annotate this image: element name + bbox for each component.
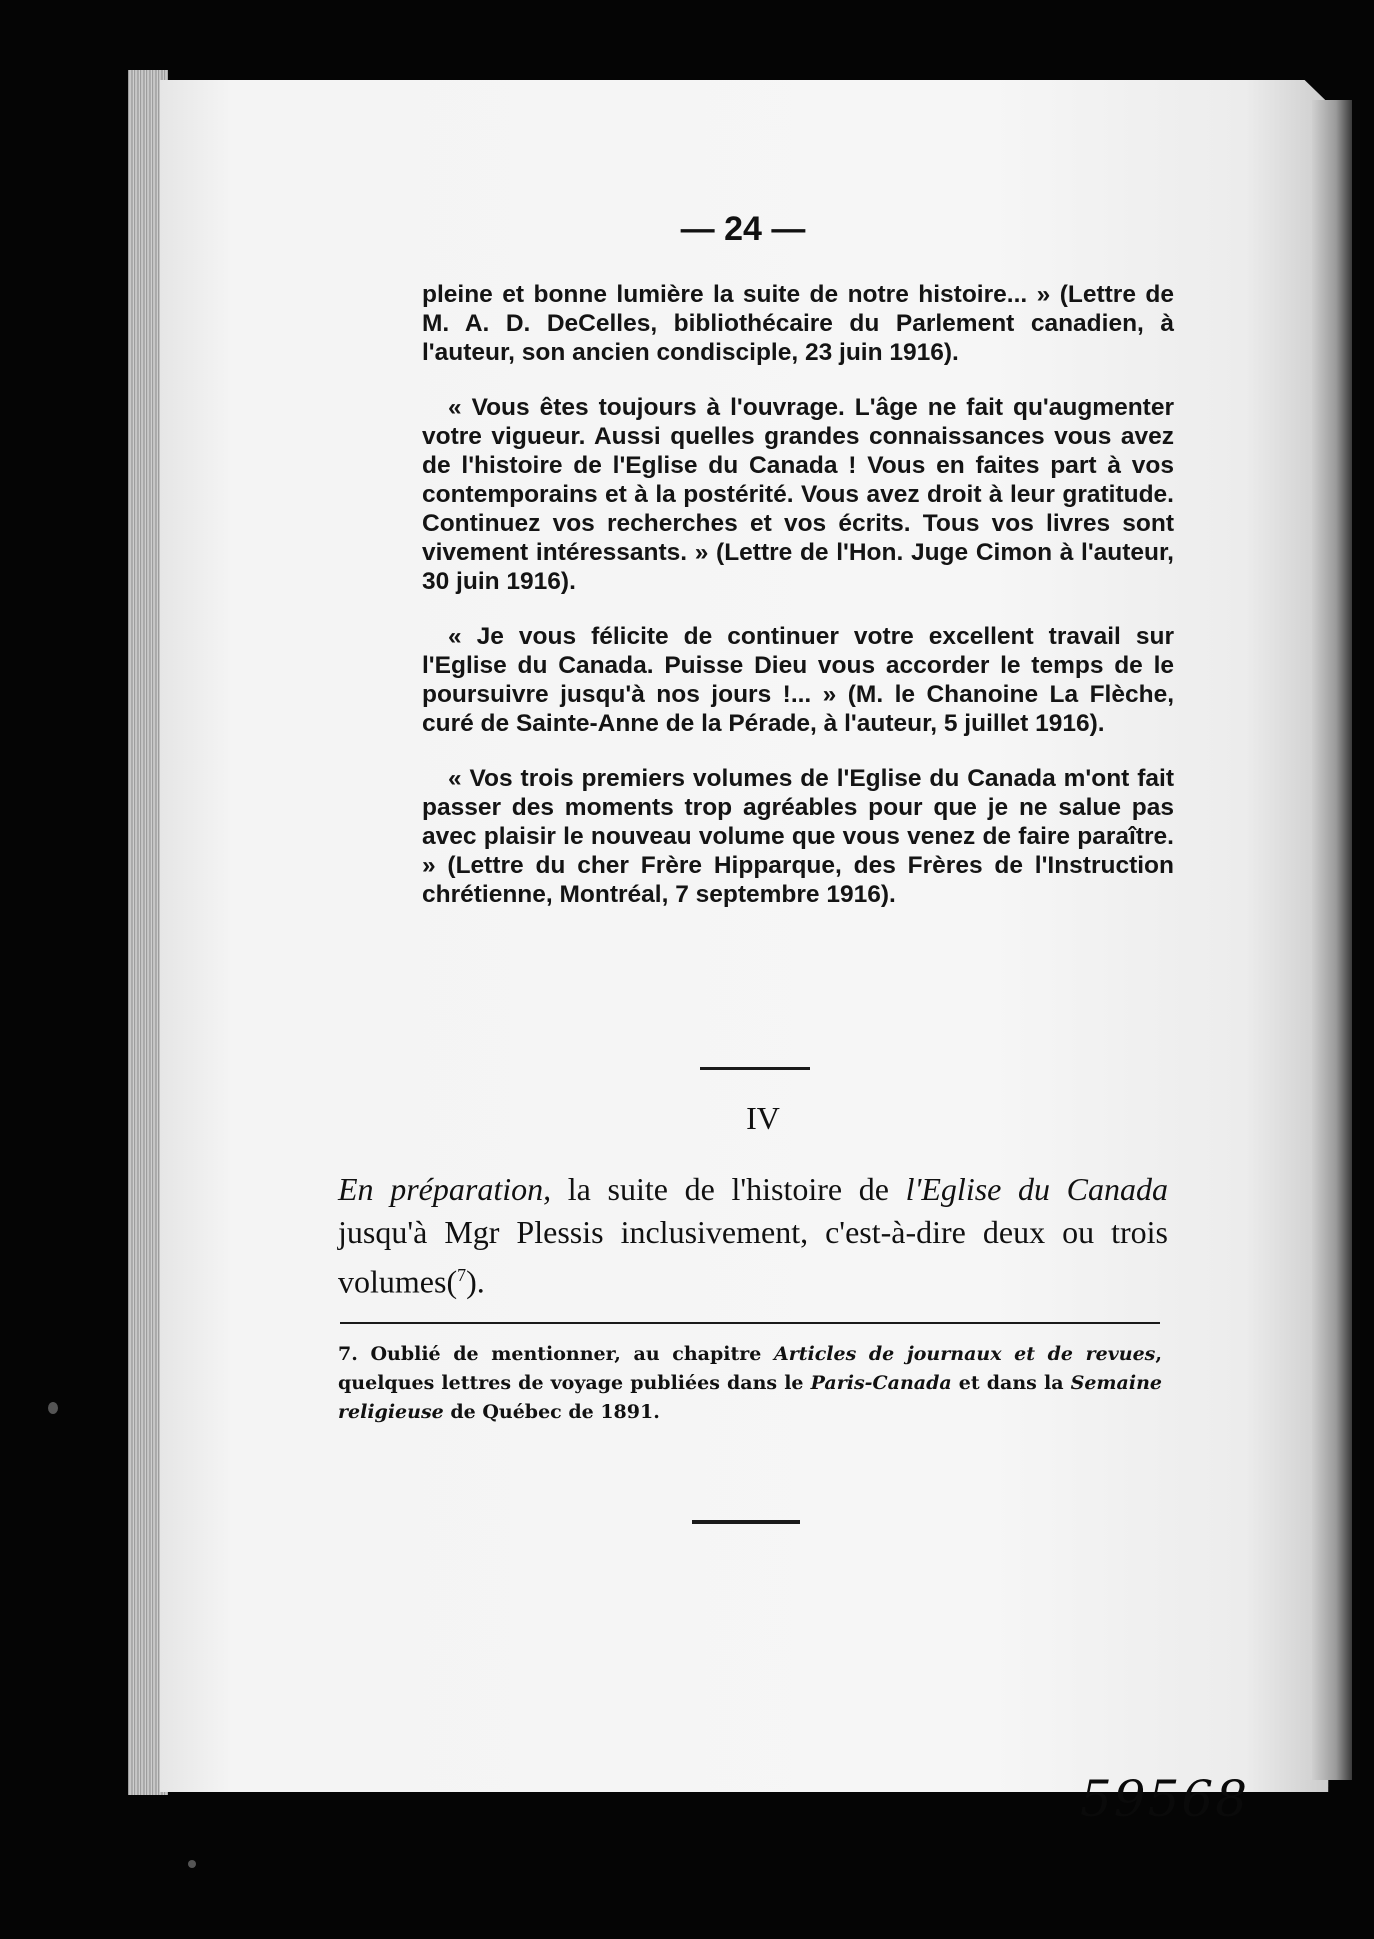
prep-text-1: la suite de l'histoire de	[551, 1171, 906, 1207]
paragraph-4: « Vos trois premiers volumes de l'Eglise du Canada m'ont fait passer des moments trop agréables pour que je ne salue pas avec plaisir le nouveau volume que vous venez de faire paraître. » (Lettre du cher Frère Hipparque, des Frères de l'Instruction chrétienne, Montréal, 7 septembre 1916).	[422, 765, 1174, 908]
dust-speck	[188, 1860, 196, 1868]
footnote-italic-3: Semaine religieuse	[338, 1372, 1162, 1423]
prep-text-3: ).	[466, 1263, 485, 1300]
prep-text-2: jusqu'à Mgr Plessis inclusivement, c'est-à-dire deux ou trois volumes(	[338, 1214, 1168, 1300]
paragraph-2: « Vous êtes toujours à l'ouvrage. L'âge ne fait qu'augmenter votre vigueur. Aussi quelles grandes connaissances vous avez de l'histoire de l'Eglise du Canada ! Vous en faites part à vos contemporains et à la postérité. Vous avez droit à leur gratitude. Continuez vos recherches et vos écrits. Tous vos livres sont vivement intéressants. » (Lettre de l'Hon. Juge Cimon à l'auteur, 30 juin 1916).	[422, 394, 1174, 595]
footnote-part-3: et dans la	[951, 1372, 1071, 1394]
paragraph-3: « Je vous félicite de continuer votre excellent travail sur l'Eglise du Canada. Puisse Dieu vous accorder le temps de le poursuivre jusqu'à nos jours !... » (M. le Chanoine La Flèche, curé de Sainte-Anne de la Pérade, à l'auteur, 5 juillet 1916).	[422, 623, 1174, 737]
prep-italic-2: l'Eglise du Canada	[905, 1171, 1169, 1207]
section-heading: IV	[746, 1100, 780, 1136]
preparation-note	[338, 1168, 1168, 1304]
footnote-italic-1: Articles de journaux et de revues	[773, 1343, 1156, 1365]
prep-footnote-ref: 7	[457, 1265, 467, 1285]
section-divider-top	[700, 1067, 810, 1070]
prep-italic-1: En préparation,	[338, 1171, 552, 1207]
end-rule	[692, 1520, 800, 1524]
footnote-part-4: de Québec de 1891.	[443, 1401, 660, 1423]
footnote-rule	[340, 1322, 1160, 1324]
paragraph-1: pleine et bonne lumière la suite de notre histoire... » (Lettre de M. A. D. DeCelles, bibliothécaire du Parlement canadien, à l'auteur, son ancien condisciple, 23 juin 1916).	[422, 281, 1174, 366]
page-number: — 24 —	[680, 210, 806, 248]
dust-speck	[48, 1402, 58, 1414]
body-text	[422, 280, 1174, 935]
footnote-part-2: , quelques lettres de voyage publiées dans le	[338, 1343, 1162, 1394]
footnote-part-1: 7. Oublié de mentionner, au chapitre	[338, 1343, 774, 1365]
archive-stamp-number: 59568	[1080, 1770, 1250, 1828]
book-right-edge	[1312, 100, 1352, 1780]
footnote-italic-2: Paris-Canada	[810, 1372, 952, 1394]
footnote	[338, 1340, 1162, 1427]
